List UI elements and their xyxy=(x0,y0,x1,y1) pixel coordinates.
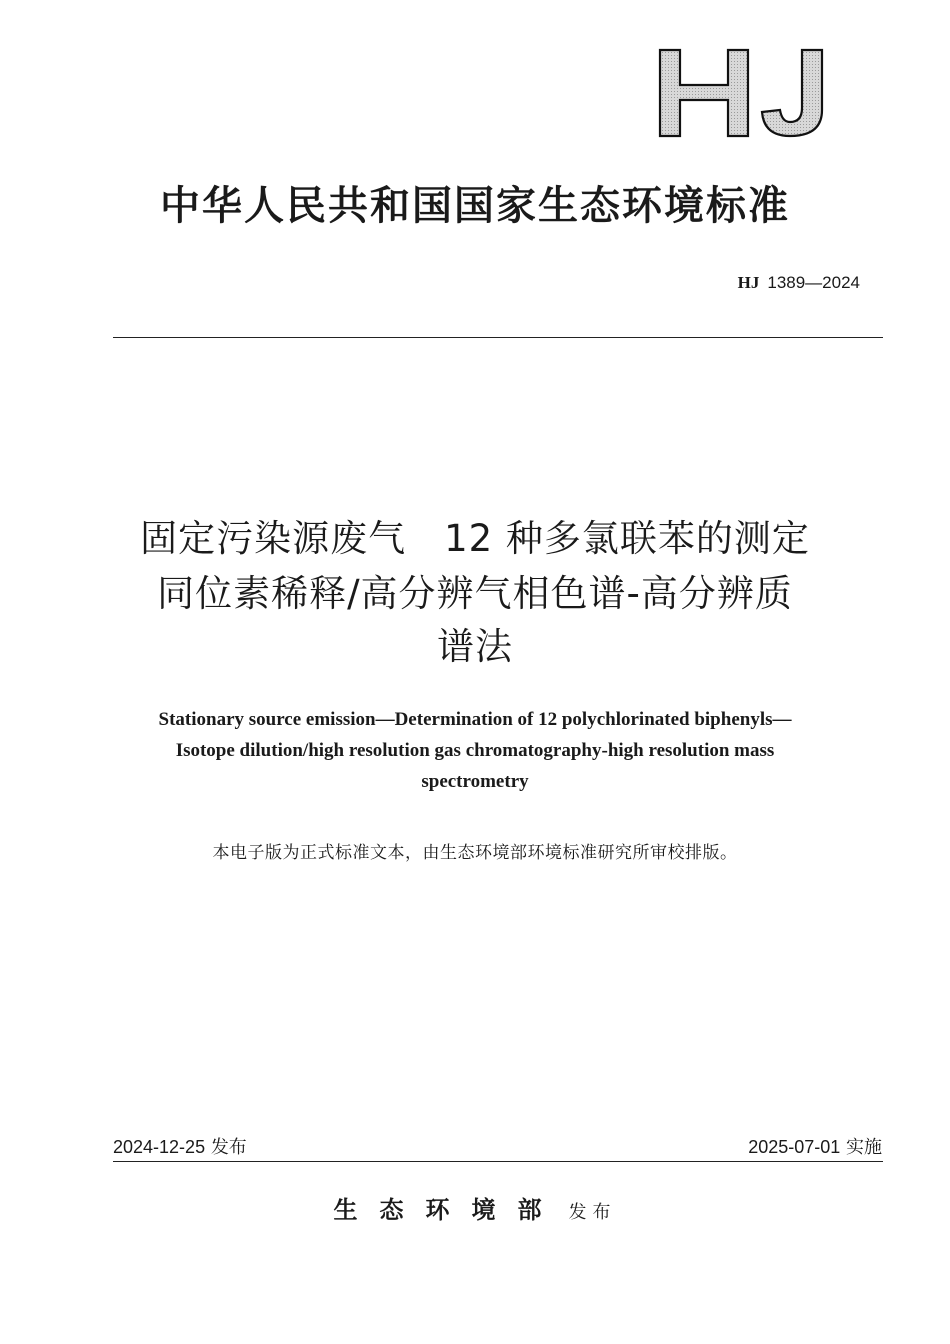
publisher-organization: 生态环境部 xyxy=(333,1195,564,1224)
english-title-line-1: Stationary source emission—Determination of 12 polychlorinated biphenyls— xyxy=(158,709,792,730)
standard-code-number: 1389—2024 xyxy=(767,273,860,292)
chinese-title-line-2: 同位素稀释/高分辨气相色谱-高分辨质 xyxy=(157,572,793,615)
implementation-date xyxy=(748,1133,882,1159)
chinese-title-line-3: 谱法 xyxy=(437,625,513,668)
issue-date xyxy=(113,1133,247,1159)
english-title-line-3: spectrometry xyxy=(421,771,529,792)
chinese-title-line-1: 固定污染源废气 12 种多氯联苯的测定 xyxy=(140,517,810,560)
publisher-line xyxy=(0,1190,950,1225)
implementation-date-value: 2025-07-01 xyxy=(748,1137,841,1157)
english-title-line-2: Isotope dilution/high resolution gas chromatography-high resolution mass xyxy=(175,740,775,761)
issue-date-value: 2024-12-25 xyxy=(113,1137,206,1157)
electronic-edition-note: 本电子版为正式标准文本，由生态环境部环境标准研究所审校排版。 xyxy=(212,843,738,863)
hj-logo xyxy=(650,40,840,140)
implementation-date-label: 实施 xyxy=(846,1137,882,1158)
standard-code xyxy=(738,273,860,293)
standard-code-prefix: HJ xyxy=(737,273,760,292)
issue-date-label: 发布 xyxy=(210,1137,247,1158)
standard-category-title: 中华人民共和国国家生态环境标准 xyxy=(160,183,790,229)
publisher-action: 发布 xyxy=(568,1202,617,1223)
header-divider xyxy=(113,337,883,338)
footer-divider xyxy=(113,1161,883,1162)
